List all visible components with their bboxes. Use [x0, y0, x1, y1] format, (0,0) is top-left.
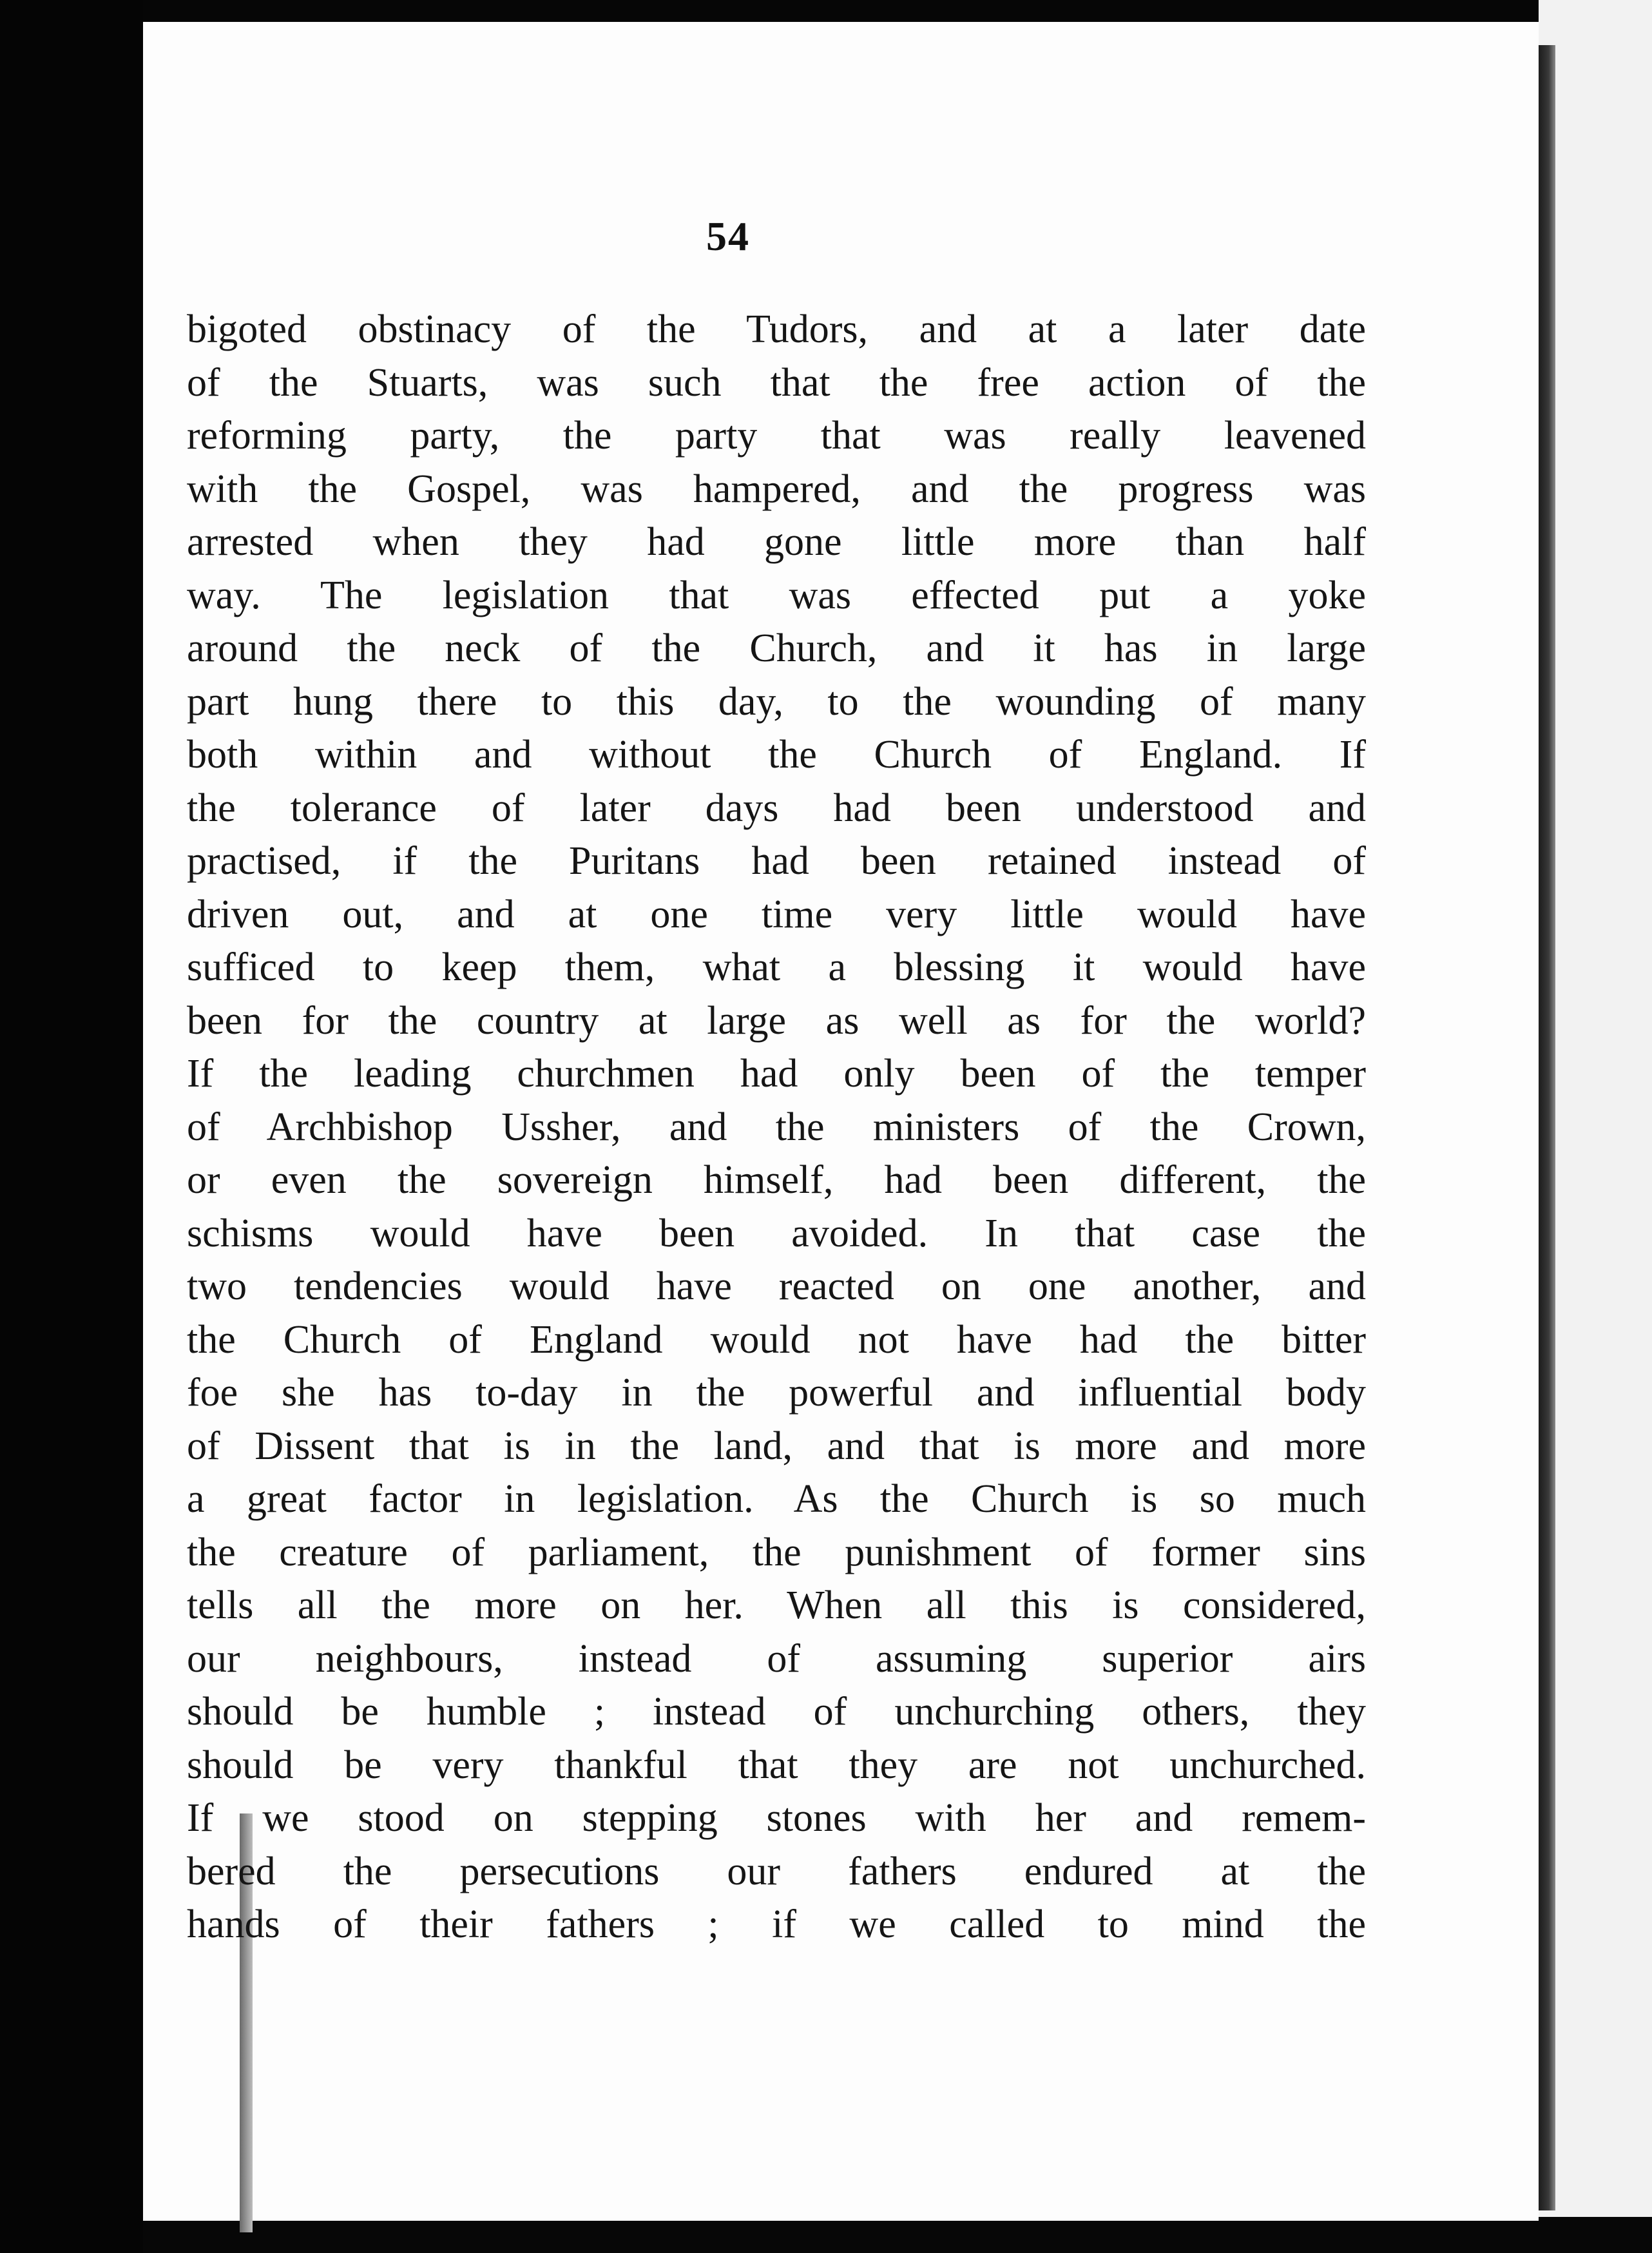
adjacent-page-edge — [1539, 0, 1652, 2253]
text-line: tells all the more on her. When all this is considered, — [187, 1583, 1366, 1627]
text-line: two tendencies would have reacted on one another, and — [187, 1264, 1366, 1308]
bottom-scan-border — [143, 2221, 1539, 2253]
text-line: hands of their fathers ; if we called to mind the — [187, 1902, 1366, 1946]
text-line: the Church of England would not have had the bitter — [187, 1317, 1366, 1362]
text-line: part hung there to this day, to the wounding of many — [187, 679, 1366, 724]
left-scan-margin — [0, 0, 143, 2253]
text-line: bered the persecutions our fathers endured at the — [187, 1849, 1366, 1893]
text-line: been for the country at large as well as for the world? — [187, 998, 1366, 1043]
text-line: of Dissent that is in the land, and that is more and more — [187, 1424, 1366, 1468]
text-line: schisms would have been avoided. In that case the — [187, 1211, 1366, 1255]
text-line: both within and without the Church of England. If — [187, 733, 1366, 777]
text-line: with the Gospel, was hampered, and the progress was — [187, 467, 1366, 511]
text-line: should be very thankful that they are not unchurched. — [187, 1743, 1366, 1787]
body-text — [187, 303, 1366, 1951]
text-line: If we stood on stepping stones with her and remem- — [187, 1796, 1366, 1840]
text-line: should be humble ; instead of unchurching others, they — [187, 1690, 1366, 1734]
text-line: the creature of parliament, the punishment of former sins — [187, 1530, 1366, 1574]
text-line: practised, if the Puritans had been retained instead of — [187, 839, 1366, 883]
text-line: If the leading churchmen had only been of the temper — [187, 1052, 1366, 1096]
top-scan-border — [143, 0, 1539, 22]
text-line: around the neck of the Church, and it has in large — [187, 626, 1366, 670]
binding-shadow — [1539, 45, 1555, 2210]
text-line: way. The legislation that was effected put a yoke — [187, 573, 1366, 617]
text-line: the tolerance of later days had been understood and — [187, 786, 1366, 830]
text-line: our neighbours, instead of assuming superior airs — [187, 1636, 1366, 1681]
text-line: a great factor in legislation. As the Church is so much — [187, 1477, 1366, 1521]
text-line: of Archbishop Ussher, and the ministers of the Crown, — [187, 1105, 1366, 1149]
text-line: arrested when they had gone little more than half — [187, 520, 1366, 564]
text-line: foe she has to-day in the powerful and influential body — [187, 1371, 1366, 1415]
text-line: or even the sovereign himself, had been different, the — [187, 1158, 1366, 1202]
text-line: sufficed to keep them, what a blessing it would have — [187, 945, 1366, 989]
text-line: of the Stuarts, was such that the free action of the — [187, 360, 1366, 405]
text-line: reforming party, the party that was really leavened — [187, 414, 1366, 458]
text-line: driven out, and at one time very little would have — [187, 892, 1366, 936]
bottom-right-scan-border — [1539, 2217, 1652, 2253]
text-line: bigoted obstinacy of the Tudors, and at a later date — [187, 307, 1366, 351]
page-number: 54 — [706, 213, 750, 259]
